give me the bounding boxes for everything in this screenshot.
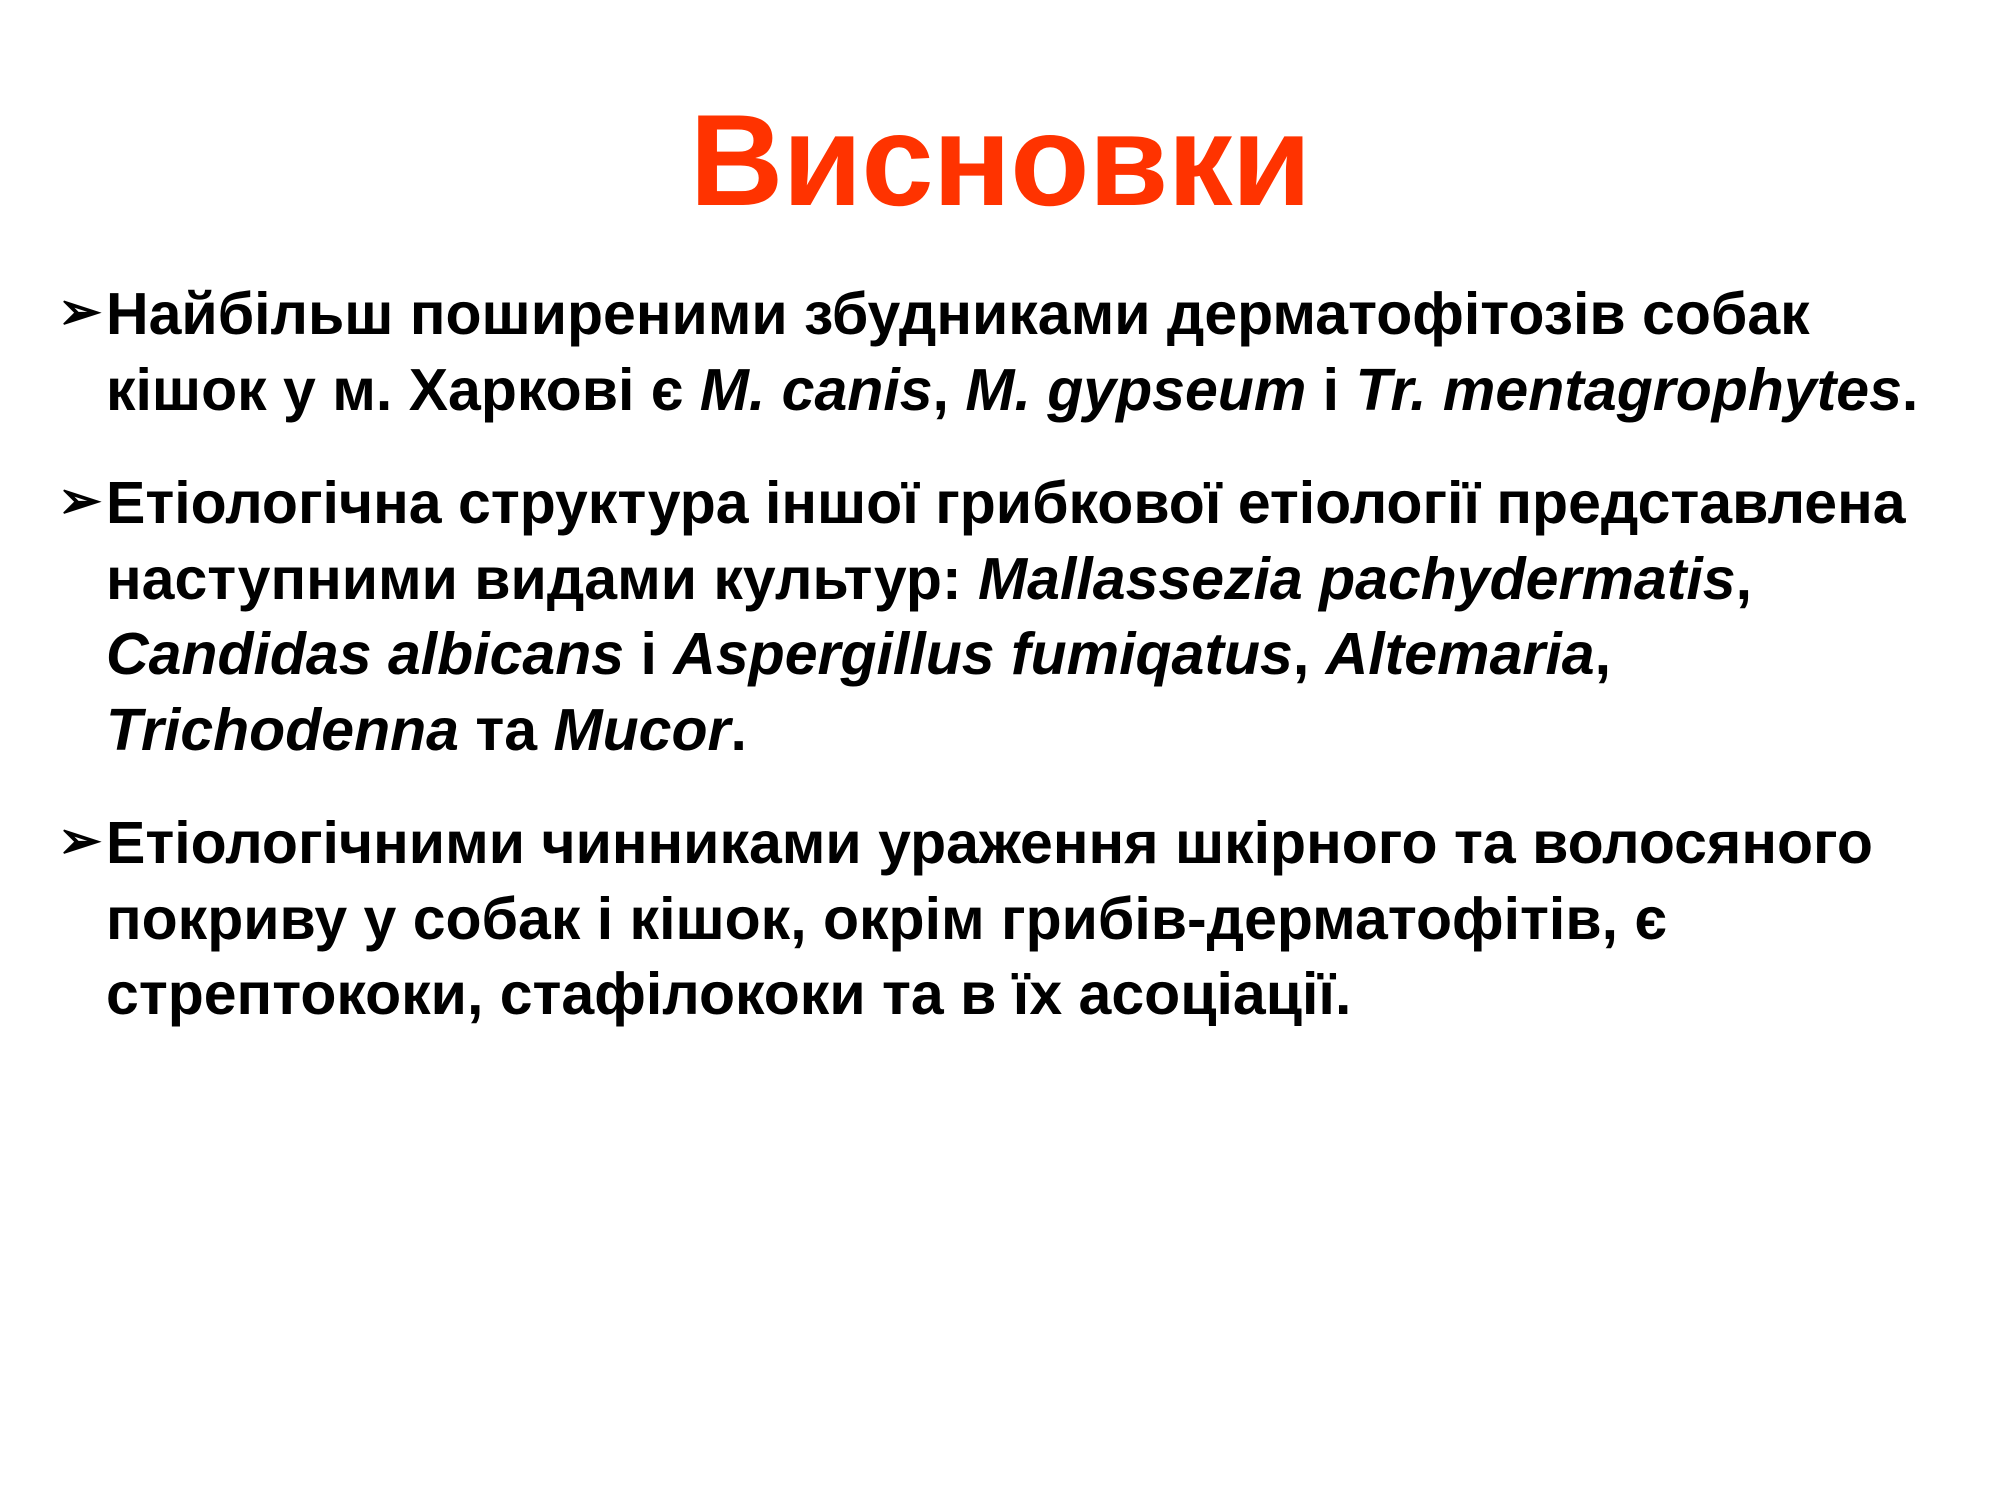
list-item	[40, 466, 1940, 768]
species-name: M. canis	[699, 356, 933, 423]
text-run: і	[1306, 356, 1356, 423]
list-item	[40, 806, 1940, 1033]
species-name: M. gypseum	[965, 356, 1307, 423]
list-item-text	[106, 466, 1940, 768]
chevron-right-bullet-icon: ➢	[58, 472, 102, 531]
text-run: Етіологічними чинниками ураження шкірного та волосяного покриву у собак і кішок, окрім грибів-дерматофітів, є стрептококи, стафілококи та в їх асоціації.	[106, 810, 1873, 1028]
conclusions-list	[0, 277, 2000, 1033]
page-title: Висновки	[689, 87, 1311, 233]
species-name: Altemaria	[1325, 621, 1595, 688]
text-run: Найбільш поширеними збудниками дерматофітозів собак кішок у м. Харкові є	[106, 281, 1810, 423]
text-run: ,	[1292, 621, 1326, 688]
list-item-text	[106, 806, 1940, 1033]
chevron-right-bullet-icon: ➢	[58, 812, 102, 871]
species-name: Aspergillus fumiqatus	[673, 621, 1293, 688]
text-run: ,	[1735, 545, 1752, 612]
text-run: і	[624, 621, 674, 688]
list-item-text	[106, 277, 1940, 428]
text-run: ,	[1594, 621, 1611, 688]
species-name: Tr. mentagrophytes	[1355, 356, 1902, 423]
text-run: ,	[932, 356, 966, 423]
species-name: Mallassezia pachydermatis	[978, 545, 1736, 612]
text-run: та	[458, 696, 554, 763]
text-run: Етіологічна структура іншої грибкової етіології представлена наступними видами культур:	[106, 470, 1906, 612]
text-run: .	[730, 696, 747, 763]
list-item	[40, 277, 1940, 428]
chevron-right-bullet-icon: ➢	[58, 283, 102, 341]
text-run: .	[1901, 356, 1919, 423]
species-name: Mucor	[553, 696, 731, 763]
species-name: Candidas albicans	[106, 621, 625, 688]
species-name: Trichodenna	[106, 696, 459, 763]
